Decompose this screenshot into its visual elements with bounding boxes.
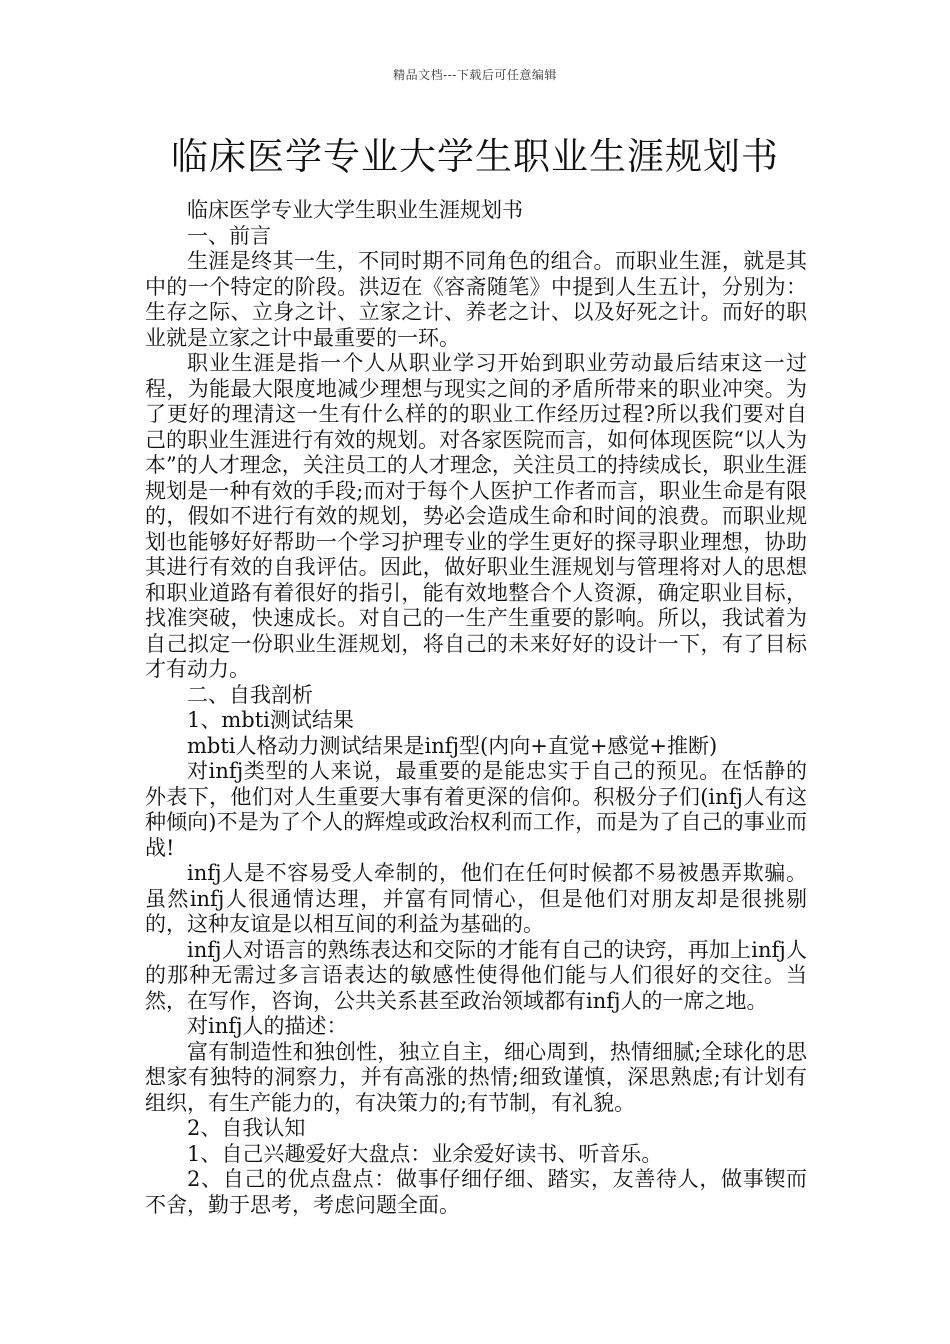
paragraph: 生涯是终其一生，不同时期不同角色的组合。而职业生涯，就是其中的一个特定的阶段。洪迈在《容斋随笔》中提到人生五计，分别为：生存之际、立身之计、立家之计、养老之计、以及好死之计。而好的职业就是立家之计中最重要的一环。 [145, 249, 807, 350]
subsection-heading: 1、mbti测试结果 [187, 708, 354, 732]
paragraph: infj人是不容易受人牵制的，他们在任何时候都不易被愚弄欺骗。虽然infj人很通情达理，并富有同情心，但是他们对朋友却是很挑剔的，这种友谊是以相互间的利益为基础的。 [145, 861, 807, 936]
paragraph: 职业生涯是指一个人从职业学习开始到职业劳动最后结束这一过程，为能最大限度地减少理想与现实之间的矛盾所带来的职业冲突。为了更好的理清这一生有什么样的的职业工作经历过程?所以我们要对自己的职业生涯进行有效的规划。对各家医院而言，如何体现医院“以人为本”的人才理念，关注员工的人才理念，关注员工的持续成长，职业生涯规划是一种有效的手段;而对于每个人医护工作者而言，职业生命是有限的，假如不进行有效的规划，势必会造成生命和时间的浪费。而职业规划也能够好好帮助一个学习护理专业的学生更好的探寻职业理想，协助其进行有效的自我评估。因此，做好职业生涯规划与管理将对人的思想和职业道路有着很好的指引，能有效地整合个人资源，确定职业目标，找准突破，快速成长。对自己的一生产生重要的影响。所以，我试着为自己拟定一份职业生涯规划，将自己的未来好好的设计一下，有了目标才有动力。 [145, 351, 807, 681]
paragraph: 富有制造性和独创性，独立自主，细心周到，热情细腻;全球化的思想家有独特的洞察力，并有高涨的热情;细致谨慎，深思熟虑;有计划有组织，有生产能力的，有决策力的;有节制，有礼貌。 [145, 1039, 807, 1115]
watermark: 精品文档---下载后可任意编辑 [393, 68, 557, 82]
document-title: 临床医学专业大学生职业生涯规划书 [171, 135, 779, 178]
paragraph: 2、自己的优点盘点：做事仔细仔细、踏实，友善待人，做事锲而不舍，勤于思考，考虑问题全面。 [145, 1167, 807, 1217]
section-heading: 一、前言 [187, 223, 271, 248]
paragraph: 对infj类型的人来说，最重要的是能忠实于自己的预见。在恬静的外表下，他们对人生重要大事有着更深的信仰。积极分子们(infj人有这种倾向)不是为了个人的辉煌或政治权利而工作，而是为了自己的事业而战! [145, 759, 807, 860]
paragraph: infj人对语言的熟练表达和交际的才能有自己的诀窍，再加上infj人的那种无需过多言语表达的敏感性使得他们能与人们很好的交往。当然，在写作，咨询，公共关系甚至政治领域都有infj人的一席之地。 [145, 937, 807, 1013]
subsection-heading: 2、自我认知 [187, 1116, 306, 1140]
paragraph: 1、自己兴趣爱好大盘点：业余爱好读书、听音乐。 [187, 1141, 663, 1166]
document-body [145, 198, 807, 1218]
section-heading: 二、自我剖析 [187, 682, 313, 707]
paragraph: 对infj人的描述： [187, 1014, 348, 1038]
paragraph: 临床医学专业大学生职业生涯规划书 [187, 198, 523, 222]
paragraph: mbti人格动力测试结果是infj型(内向+直觉+感觉+推断) [187, 733, 718, 758]
